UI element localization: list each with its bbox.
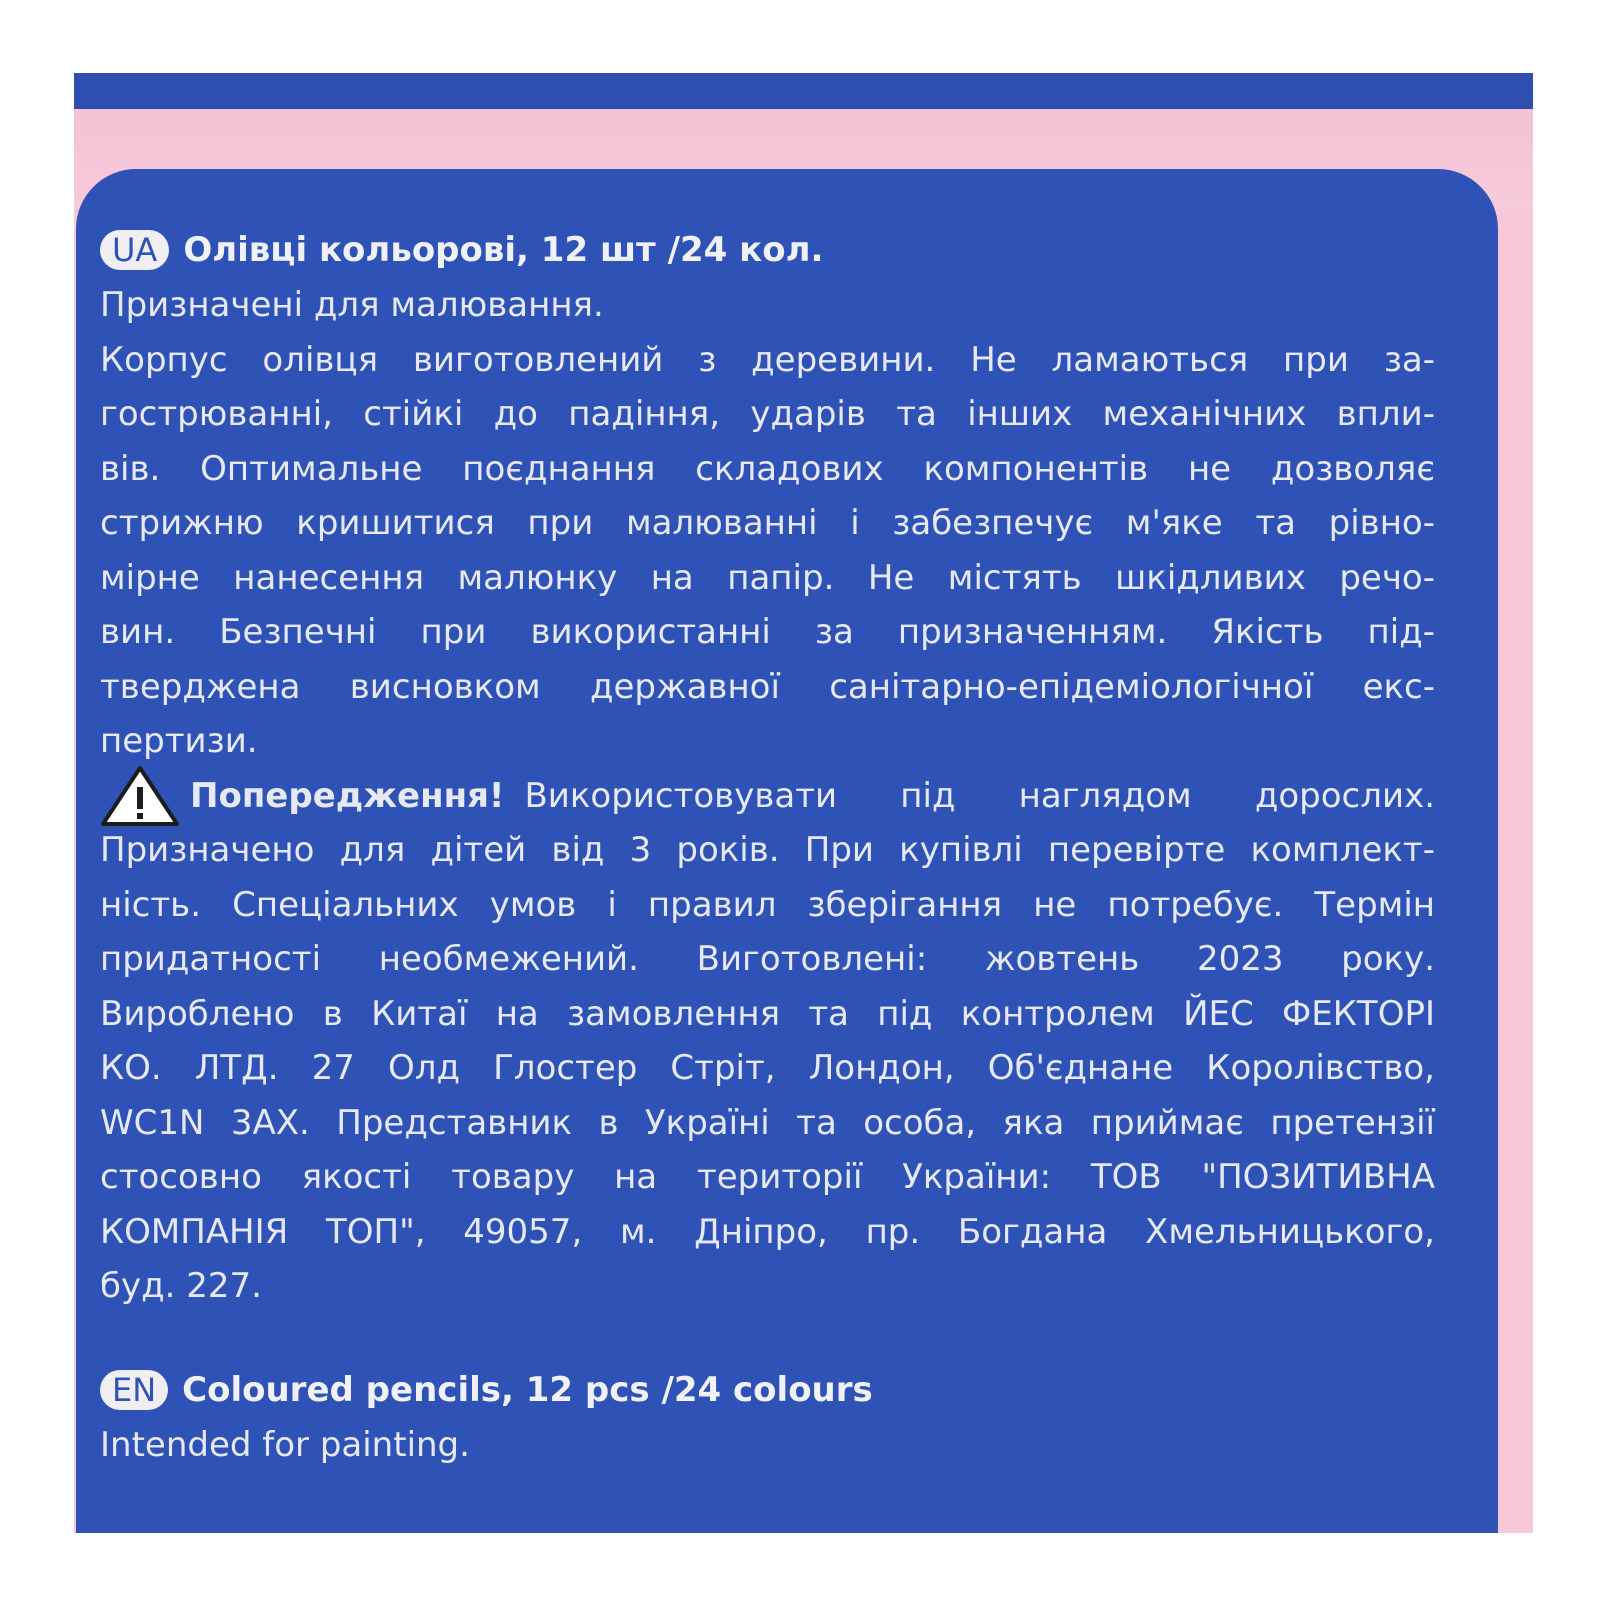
ua-warning-text-line: придатності необмежений. Виготовлені: жовтень 2023 року.	[100, 939, 1435, 979]
ua-language-badge: UA	[100, 230, 169, 270]
ua-desc-line: гострюванні, стійкі до падіння, ударів та інших механічних впли-	[100, 394, 1435, 434]
ua-desc-line: пертизи.	[100, 721, 258, 761]
ua-warning-label: Попередження!	[190, 775, 505, 816]
warning-triangle-icon	[100, 765, 180, 827]
top-blue-strip	[74, 73, 1533, 109]
ua-warning-text-line: КОМПАНІЯ ТОП", 49057, м. Дніпро, пр. Богдана Хмельницького,	[100, 1211, 1435, 1252]
ua-warning-text-line: КО. ЛТД. 27 Олд Глостер Стріт, Лондон, Об'єднане Королівство,	[100, 1048, 1435, 1088]
ua-warning-first: Використовувати під наглядом дорослих.	[524, 775, 1435, 816]
ua-desc-line: вин. Безпечні при використанні за призначенням. Якість під-	[100, 612, 1435, 652]
ua-desc-line: вів. Оптимальне поєднання складових компонентів не дозволяє	[100, 448, 1435, 489]
ua-desc-line: стрижню кришитися при малюванні і забезпечує м'яке та рівно-	[100, 503, 1435, 543]
en-purpose: Intended for painting.	[100, 1424, 470, 1465]
ua-title: Олівці кольорові, 12 шт /24 кол.	[183, 230, 824, 270]
ua-desc-line: мірне нанесення малюнку на папір. Не містять шкідливих речо-	[100, 557, 1435, 598]
ua-address-last-line: буд. 227.	[100, 1266, 262, 1306]
ua-warning-text-line: стосовно якості товару на території України: ТОВ "ПОЗИТИВНА	[100, 1157, 1435, 1197]
en-language-badge: EN	[100, 1370, 168, 1410]
ua-warning-text-line: Призначено для дітей від 3 років. При купівлі перевірте комплект-	[100, 830, 1435, 870]
ua-warning-text-line: WC1N 3AX. Представник в Україні та особа, яка приймає претензії	[100, 1102, 1435, 1143]
ua-heading	[100, 226, 1435, 274]
ua-desc-line: тверджена висновком державної санітарно-епідеміологічної екс-	[100, 666, 1435, 707]
label-text	[100, 226, 1435, 1472]
ua-desc-line: Корпус олівця виготовлений з деревини. Не ламаються при за-	[100, 339, 1435, 380]
ua-warning-text-line: ність. Спеціальних умов і правил зберігання не потребує. Термін	[100, 884, 1435, 925]
en-heading	[100, 1366, 1435, 1414]
ua-warning-text-line: Вироблено в Китаї на замовлення та під контролем ЙЕС ФЕКТОРІ	[100, 993, 1435, 1034]
ua-warning-line	[100, 769, 1435, 824]
en-title: Coloured pencils, 12 pcs /24 colours	[182, 1369, 873, 1410]
ua-purpose: Призначені для малювання.	[100, 285, 604, 325]
